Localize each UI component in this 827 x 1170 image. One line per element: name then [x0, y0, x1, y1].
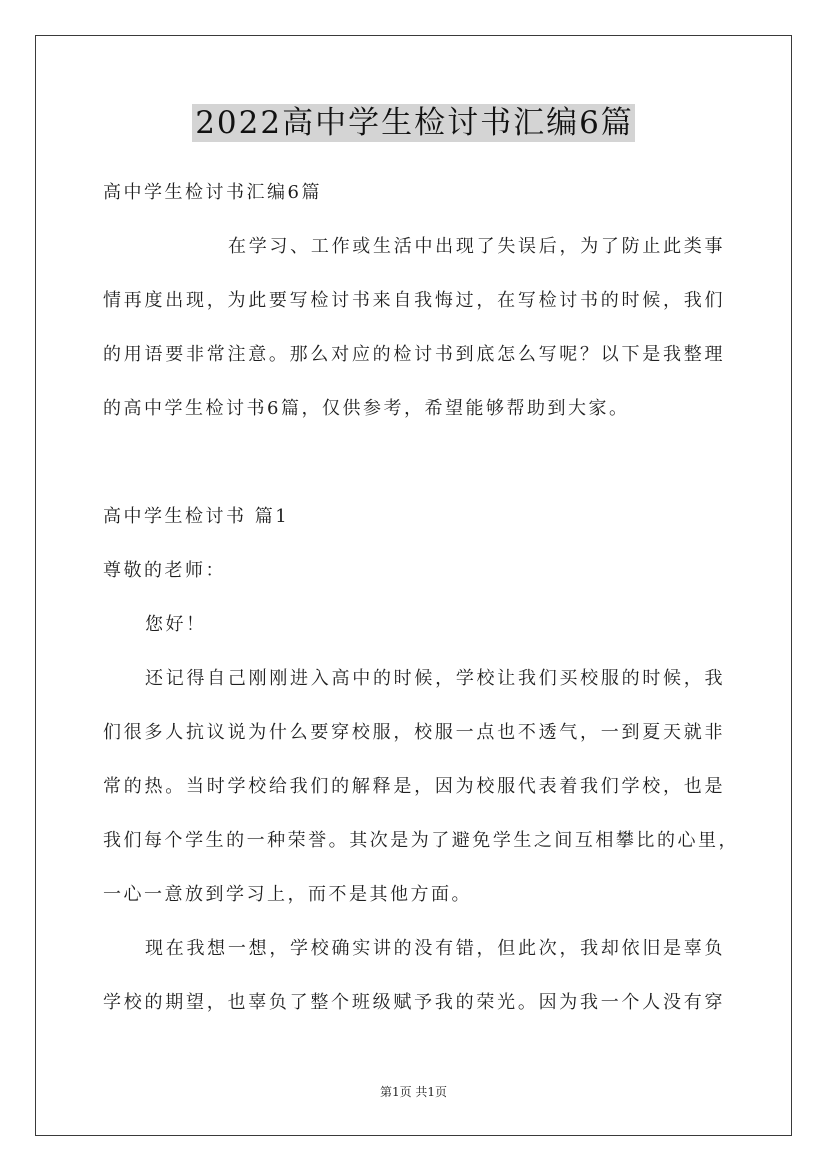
blank-line [103, 436, 743, 490]
title-container [0, 104, 827, 142]
document-title: 2022高中学生检讨书汇编6篇 [192, 104, 635, 142]
intro-line: 情再度出现，为此要写检讨书来自我悔过，在写检讨书的时候，我们 [103, 290, 725, 311]
document-body [103, 166, 743, 1030]
paragraph-line: 现在我想一想，学校确实讲的没有错，但此次，我却依旧是辜负 [145, 938, 725, 959]
intro-line: 的用语要非常注意。那么对应的检讨书到底怎么写呢？以下是我整理 [103, 344, 725, 365]
document-subtitle: 高中学生检讨书汇编6篇 [103, 182, 322, 203]
paragraph-line: 我们每个学生的一种荣誉。其次是为了避免学生之间互相攀比的心里， [103, 830, 739, 851]
greeting: 您好！ [145, 614, 207, 635]
intro-line: 的高中学生检讨书6篇，仅供参考，希望能够帮助到大家。 [103, 398, 630, 419]
section-heading: 高中学生检讨书 篇1 [103, 506, 290, 527]
paragraph-line: 还记得自己刚刚进入高中的时候，学校让我们买校服的时候，我 [145, 668, 725, 689]
paragraph-line: 们很多人抗议说为什么要穿校服，校服一点也不透气，一到夏天就非 [103, 722, 725, 743]
paragraph-line: 学校的期望，也辜负了整个班级赋予我的荣光。因为我一个人没有穿 [103, 992, 725, 1013]
intro-line: 在学习、工作或生活中出现了失误后，为了防止此类事 [228, 236, 725, 257]
paragraph-line: 常的热。当时学校给我们的解释是，因为校服代表着我们学校，也是 [103, 776, 725, 797]
salutation: 尊敬的老师： [103, 560, 226, 581]
page-footer: 第1页 共1页 [379, 1085, 448, 1099]
paragraph-line: 一心一意放到学习上，而不是其他方面。 [103, 884, 472, 905]
